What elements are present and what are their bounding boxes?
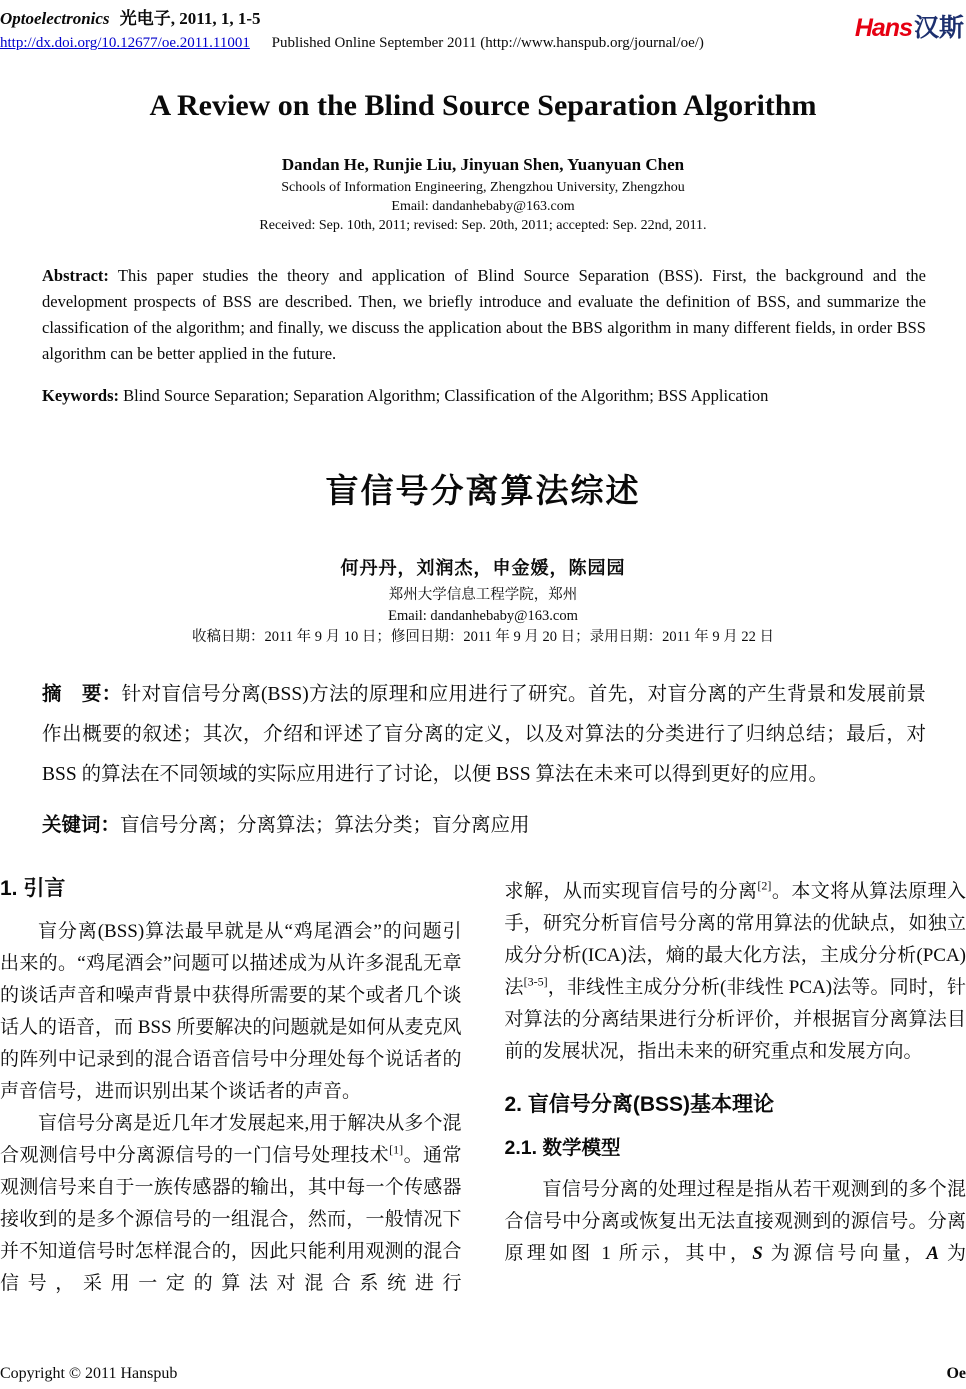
- reference-2-marker: [2]: [757, 878, 772, 893]
- keywords-text-english: Blind Source Separation; Separation Algorithm; Classification of the Algorithm; BSS Application: [119, 386, 769, 405]
- doi-line: [0, 34, 704, 53]
- paragraph-2-text-a: 盲信号分离是近几年才发展起来,用于解决从多个混合观测信号中分离源信号的一门信号处理技术: [0, 1113, 462, 1166]
- paragraph-4-text-a: 盲信号分离的处理过程是指从若干观测到的多个混合信号中分离或恢复出无法直接观测到的源信号。分离原理如图 1 所示，其中，: [504, 1179, 966, 1264]
- email-chinese: Email: dandanhebaby@163.com: [388, 608, 578, 624]
- affiliation-chinese: 郑州大学信息工程学院，郑州: [388, 587, 578, 603]
- page-header: [0, 0, 966, 53]
- abstract-label-english: Abstract:: [42, 266, 109, 285]
- section-1-paragraph-1: 盲分离(BSS)算法最早就是从“鸡尾酒会”的问题引出来的。“鸡尾酒会”问题可以描述成为从许多混乱无章的谈话声音和噪声背景中获得所需要的某个或者几个谈话人的语音，而 BSS 所要解决的问题就是如何从麦克风的阵列中记录到的混合语音信号中分理处每个说话者的声音信号，进而识别出某个谈话者的声音。: [0, 921, 462, 1102]
- keywords-chinese: [42, 805, 926, 846]
- paragraph-3-text-a: 求解，从而实现盲信号的分离: [504, 881, 758, 902]
- authors-chinese: 何丹丹，刘润杰，申金媛，陈园园: [340, 558, 626, 578]
- paper-title-chinese: 盲信号分离算法综述: [325, 472, 641, 509]
- published-online-text: Published Online September 2011 (http://www.hanspub.org/journal/oe/): [271, 35, 704, 52]
- paragraph-2-text-b: 。通常观测信号来自于一族传感器的输出，其中每一个传感器接收到的是多个源信号的一组混合，然而，一般情况下并不知道信号时怎样混合的，因此只能利用观测的混合信号，采用一定的算法对混合系统进行: [0, 1145, 462, 1294]
- paragraph-3-text-b: 。本文将从算法原理入手，研究分析盲信号分离的常用算法的优缺点，如独立成分分析(ICA)法，熵的最大化方法，主成分分析(PCA)法: [504, 881, 966, 998]
- paragraph-4-text-c: 为: [939, 1243, 966, 1264]
- affiliation-english: Schools of Information Engineering, Zhengzhou University, Zhengzhou: [281, 180, 685, 195]
- section-1-paragraph-2-continued: [505, 876, 966, 1068]
- journal-info: [0, 8, 704, 53]
- hans-logo: [855, 8, 966, 44]
- journal-abbreviation: Oe: [946, 1365, 966, 1382]
- journal-line: [0, 8, 704, 29]
- variable-A: A: [926, 1243, 939, 1264]
- email-english: Email: dandanhebaby@163.com: [391, 199, 575, 214]
- abstract-label-chinese: 摘 要：: [42, 683, 122, 705]
- keywords-english: [42, 383, 926, 409]
- keywords-label-chinese: 关键词：: [42, 814, 121, 836]
- paper-title-english: A Review on the Blind Source Separation Algorithm: [149, 89, 817, 122]
- authors-english: Dandan He, Runjie Liu, Jinyuan Shen, Yuanyuan Chen: [281, 155, 685, 174]
- abstract-text-english: This paper studies the theory and application of Blind Source Separation (BSS). First, the background and the development prospects of BSS are described. Then, we briefly introduce and evaluate the definition of BSS, and summarize the classification of the algorithm; and finally, we discuss the application about the BBS algorithm in many different fields, in order BSS algorithm can be better applied in the future.: [42, 266, 926, 363]
- section-1-heading: 1. 引言: [0, 877, 66, 900]
- abstract-english: [42, 263, 926, 367]
- doi-link[interactable]: http://dx.doi.org/10.12677/oe.2011.11001: [0, 35, 250, 52]
- section-1-paragraph-2: [0, 1108, 462, 1300]
- page-footer: [0, 1365, 966, 1383]
- reference-1-marker: [1]: [389, 1142, 404, 1157]
- received-dates-english: Received: Sep. 10th, 2011; revised: Sep. 20th, 2011; accepted: Sep. 22nd, 2011.: [259, 218, 707, 233]
- journal-name: Optoelectronics: [0, 9, 110, 28]
- hans-logo-chinese: 汉斯: [913, 14, 964, 42]
- keywords-label-english: Keywords:: [42, 386, 119, 405]
- section-2-1-paragraph-1: [505, 1174, 966, 1270]
- paragraph-4-text-b: 为源信号向量，: [762, 1243, 927, 1264]
- left-column: [0, 876, 462, 1300]
- variable-S: S: [752, 1243, 763, 1264]
- abstract-text-chinese: 针对盲信号分离(BSS)方法的原理和应用进行了研究。首先，对盲分离的产生背景和发展前景作出概要的叙述；其次，介绍和评述了盲分离的定义，以及对算法的分类进行了归纳总结；最后，对 BSS 的算法在不同领域的实际应用进行了讨论，以便 BSS 算法在未来可以得到更好的应用。: [42, 684, 926, 785]
- reference-3-5-marker: [3-5]: [523, 974, 548, 989]
- body-columns: [0, 876, 966, 1300]
- section-2-1-heading: 2.1. 数学模型: [504, 1137, 621, 1159]
- received-dates-chinese: 收稿日期：2011 年 9 月 10 日；修回日期：2011 年 9 月 20 日；录用日期：2011 年 9 月 22 日: [191, 629, 774, 645]
- paragraph-3-text-c: ，非线性主成分分析(非线性 PCA)法等。同时，针对算法的分离结果进行分析评价，并根据盲分离算法目前的发展状况，指出未来的研究重点和发展方向。: [504, 977, 966, 1062]
- keywords-text-chinese: 盲信号分离；分离算法；算法分类；盲分离应用: [120, 815, 530, 836]
- right-column: [505, 876, 966, 1300]
- hans-logo-latin: Hans: [854, 14, 912, 42]
- abstract-chinese: [42, 674, 926, 795]
- journal-issue: 光电子, 2011, 1, 1-5: [119, 9, 261, 28]
- section-2-heading: 2. 盲信号分离(BSS)基本理论: [504, 1093, 775, 1116]
- copyright-text: Copyright © 2011 Hanspub: [0, 1365, 178, 1382]
